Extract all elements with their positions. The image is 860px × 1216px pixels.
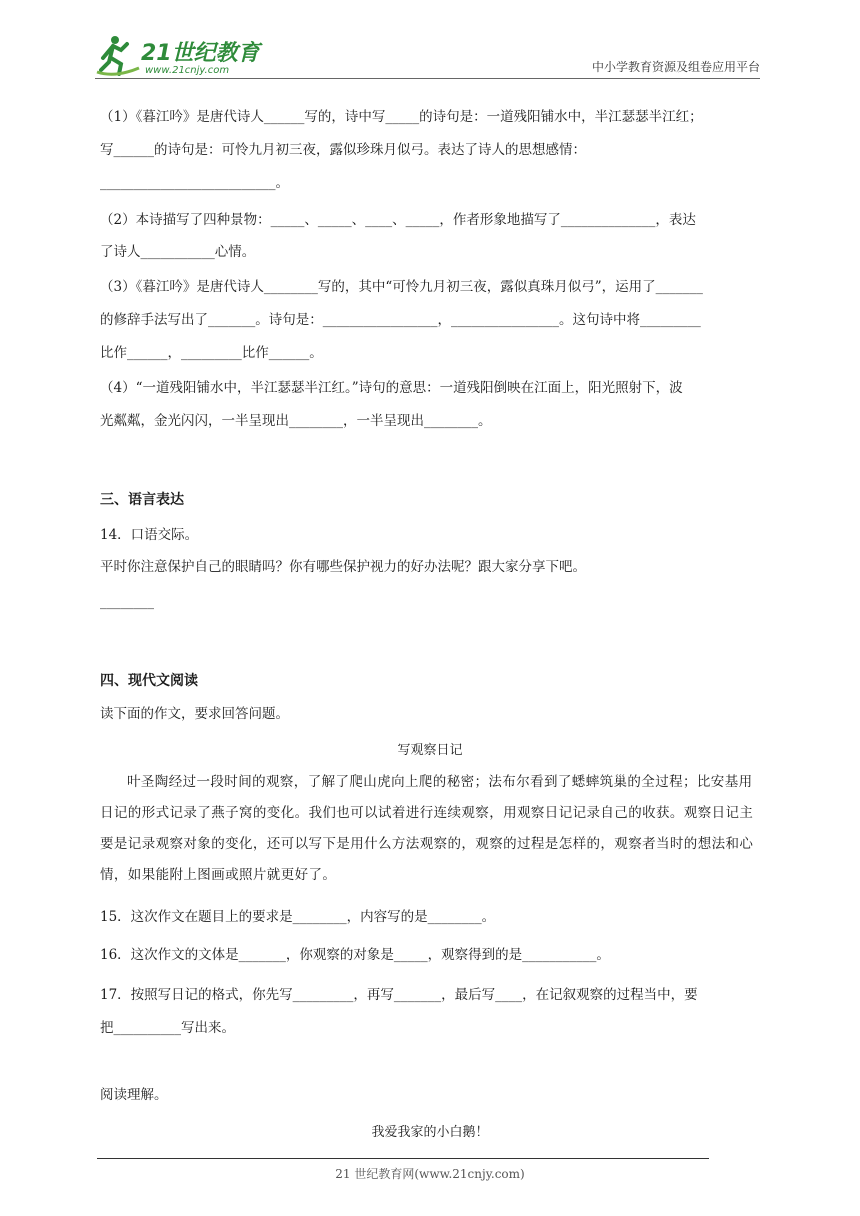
q13-line-9: （4）“一道残阳铺水中，半江瑟瑟半江红。”诗句的意思：一道残阳倒映在江面上，阳光照射下，波: [100, 380, 683, 396]
platform-name: 中小学教育资源及组卷应用平台: [591, 60, 760, 74]
q17-line-1: 17．按照写日记的格式，你先写_________，再写_______，最后写____，在记叙观察的过程当中，要: [100, 987, 698, 1003]
section-4-title: 四、现代文阅读: [100, 673, 198, 689]
section-3-title: 三、语言表达: [100, 492, 184, 508]
logo-runner-icon: [95, 32, 265, 78]
reading-label: 阅读理解。: [100, 1087, 168, 1103]
q13-line-7: 的修辞手法写出了_______。诗句是：_________________，________________。这句诗中将_________: [100, 312, 701, 328]
story-title: 我爱我家的小白鹅！: [371, 1125, 489, 1140]
q16: 16．这次作文的文体是_______，你观察的对象是_____，观察得到的是___________。: [100, 947, 610, 963]
q15: 15．这次作文在题目上的要求是________，内容写的是________。: [100, 909, 496, 925]
essay-title: 写观察日记: [397, 743, 463, 758]
essay-body: 叶圣陶经过一段时间的观察，了解了爬山虎向上爬的秘密；法布尔看到了蟋蟀筑巢的全过程；比安基用日记的形式记录了燕子窝的变化。我们也可以试着进行连续观察，用观察日记记录自己的收获。观察日记主要是记录观察对象的变化，还可以写下是用什么方法观察的，观察的过程是怎样的，观察者当时的想法和心情，如果能附上图画或照片就更好了。: [100, 774, 754, 883]
logo-url: www.21cnjy.com: [145, 65, 230, 76]
q13-line-6: （3）《暮江吟》是唐代诗人________写的，其中“可怜九月初三夜，露似真珠月似弓”，运用了_______: [100, 279, 703, 295]
q13-line-4: （2）本诗描写了四种景物：_____、_____、____、_____，作者形象地描写了______________，表达: [100, 212, 696, 228]
footer-divider: [97, 1158, 709, 1159]
q13-line-2: 写______的诗句是：可怜九月初三夜，露似珍珠月似弓。表达了诗人的思想感情：: [100, 142, 586, 158]
q13-line-5: 了诗人___________心情。: [100, 244, 256, 260]
q17-line-2: 把__________写出来。: [100, 1020, 235, 1036]
q13-line-1: （1）《暮江吟》是唐代诗人______写的，诗中写_____的诗句是：一道残阳铺水中，半江瑟瑟半江红；: [100, 109, 703, 125]
footer-text: 21 世纪教育网(www.21cnjy.com): [335, 1167, 525, 1181]
q13-line-8: 比作______，_________比作______。: [100, 345, 323, 361]
header-divider: [95, 78, 760, 79]
reading-intro: 读下面的作文，要求回答问题。: [100, 706, 289, 722]
q13-line-3: __________________________。: [100, 175, 289, 191]
q14-label: 14．口语交际。: [100, 527, 199, 543]
q14-text: 平时你注意保护自己的眼睛吗？你有哪些保护视力的好办法呢？跟大家分享下吧。: [100, 559, 586, 575]
q13-line-10: 光粼粼，金光闪闪，一半呈现出________，一半呈现出________。: [100, 413, 492, 429]
q14-answer-blank: ________: [100, 594, 154, 610]
logo-text: 21世纪教育: [141, 41, 260, 66]
page-header: [95, 32, 760, 78]
